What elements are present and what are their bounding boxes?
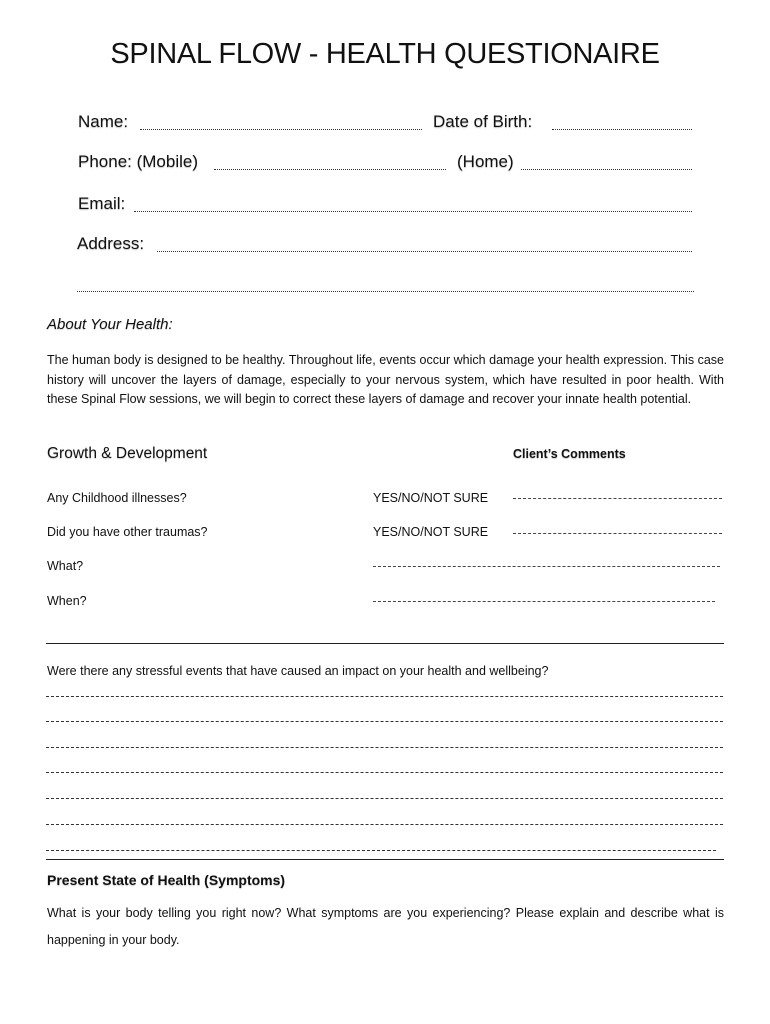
address-field-line-2[interactable] xyxy=(77,291,694,292)
name-field[interactable] xyxy=(140,129,422,130)
stress-answer-line[interactable] xyxy=(46,798,723,799)
growth-heading: Growth & Development xyxy=(47,445,208,462)
phone-mobile-field[interactable] xyxy=(214,169,446,170)
answer-options-childhood[interactable]: YES/NO/NOT SURE xyxy=(373,491,489,505)
phone-home-label: (Home) xyxy=(457,152,514,171)
stress-answer-line[interactable] xyxy=(46,747,723,748)
address-field[interactable] xyxy=(157,251,692,252)
email-field[interactable] xyxy=(134,211,692,212)
answer-line-when[interactable] xyxy=(373,601,715,602)
answer-line-what[interactable] xyxy=(373,566,720,567)
answer-options-traumas[interactable]: YES/NO/NOT SURE xyxy=(373,525,489,539)
question-when: When? xyxy=(47,594,87,608)
dob-field[interactable] xyxy=(552,129,692,130)
stress-answer-line[interactable] xyxy=(46,850,716,851)
present-heading: Present State of Health (Symptoms) xyxy=(47,872,286,888)
phone-mobile-label: Phone: (Mobile) xyxy=(78,152,199,171)
stress-answer-line[interactable] xyxy=(46,824,723,825)
comment-line-traumas[interactable] xyxy=(513,533,722,534)
address-label: Address: xyxy=(77,234,145,253)
phone-home-field[interactable] xyxy=(521,169,692,170)
stress-answer-line[interactable] xyxy=(46,696,723,697)
comment-line-childhood[interactable] xyxy=(513,498,722,499)
email-label: Email: xyxy=(78,194,126,213)
section-divider xyxy=(46,643,724,644)
name-label: Name: xyxy=(78,112,129,131)
dob-label: Date of Birth: xyxy=(433,112,533,131)
stress-question: Were there any stressful events that have caused an impact on your health and wellbeing? xyxy=(47,664,549,678)
question-other-traumas: Did you have other traumas? xyxy=(47,525,208,539)
present-paragraph: What is your body telling you right now? What symptoms are you experiencing? Please explain and describe what is happening in your body. xyxy=(47,906,724,947)
about-heading: About Your Health: xyxy=(47,316,173,333)
page-title: SPINAL FLOW - HEALTH QUESTIONAIRE xyxy=(110,38,660,70)
about-paragraph: The human body is designed to be healthy. Throughout life, events occur which damage your health expression. This case history will uncover the layers of damage, especially to your nervous system, which have resulted in poor health. With these Spinal Flow sessions, we will begin to correct these layers of damage and recover your innate health potential. xyxy=(47,353,724,406)
section-divider xyxy=(46,859,724,860)
question-what: What? xyxy=(47,559,84,573)
stress-answer-line[interactable] xyxy=(46,772,723,773)
stress-answer-line[interactable] xyxy=(46,721,723,722)
client-comments-heading: Client’s Comments xyxy=(513,447,626,461)
question-childhood-illnesses: Any Childhood illnesses? xyxy=(47,491,187,505)
